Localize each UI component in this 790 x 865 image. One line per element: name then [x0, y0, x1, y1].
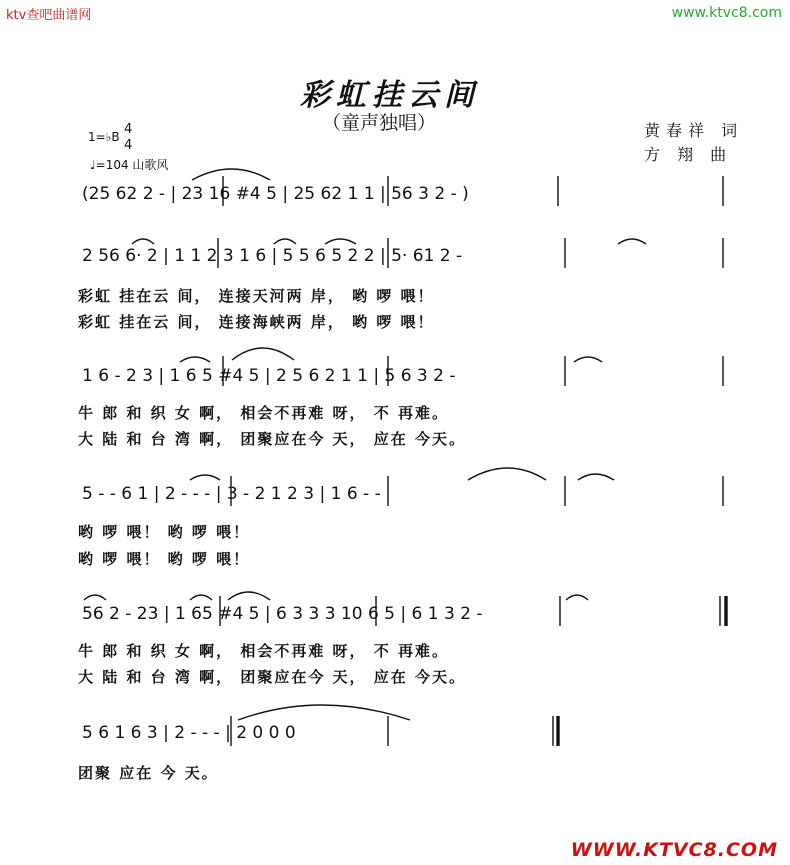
system-4-lyric-1: 哟 啰 喂！ 哟 啰 喂！ [78, 523, 251, 541]
slur [274, 239, 296, 244]
watermark-bottom-right: WWW.KTVC8.COM [570, 839, 778, 861]
watermark-top-right: www.ktvc8.com [671, 5, 782, 21]
slur [228, 592, 270, 600]
slur [190, 475, 220, 480]
composer-credit: 方 翔 曲 [644, 145, 733, 164]
lyricist-credit: 黄春祥 词 [644, 121, 744, 140]
system-4-lyric-2: 哟 啰 喂！ 哟 啰 喂！ [78, 550, 251, 568]
key-signature: 1=♭B [88, 130, 120, 144]
system-6-lyric-1: 团聚 应在 今 天。 [78, 764, 219, 782]
system-3-lyric-2: 大 陆 和 台 湾 啊， 团聚应在今 天， 应在 今天。 [78, 430, 467, 448]
slur [325, 239, 356, 244]
slur [238, 705, 410, 720]
song-title: 彩虹挂云间 [300, 78, 480, 113]
slur [190, 595, 212, 600]
system-5-notes: 56 2 - 23 | 1 65 #4 5 | 6 3 3 3 10 6 5 | 6 1 3 2 - [82, 604, 483, 624]
slur [578, 474, 614, 480]
slur [574, 357, 602, 362]
slur [618, 239, 646, 244]
slur [232, 348, 294, 360]
system-2-lyric-1: 彩虹 挂在云 间， 连接天河两 岸， 哟 啰 喂！ [78, 287, 435, 305]
slur [192, 169, 270, 180]
time-signature-top: 4 [124, 122, 133, 137]
system-6-notes: 5 6 1 6 3 | 2 - - - | 2 0 0 0 [82, 723, 296, 743]
watermark-top-left: ktv查吧曲谱网 [6, 8, 92, 23]
slur [180, 357, 210, 362]
song-subtitle: （童声独唱） [322, 112, 437, 134]
system-5-lyric-2: 大 陆 和 台 湾 啊， 团聚应在今 天， 应在 今天。 [78, 668, 467, 686]
system-4-notes: 5 - - 6 1 | 2 - - - | 3 - 2 1 2 3 | 1 6 - - [82, 484, 381, 504]
system-2-lyric-2: 彩虹 挂在云 间， 连接海峡两 岸， 哟 啰 喂！ [78, 313, 435, 331]
system-2-notes: 2 56 6· 2 | 1 1 2 3 1 6 | 5 5 6 5 2 2 | 5· 61 2 - [82, 246, 463, 266]
system-5-lyric-1: 牛 郎 和 织 女 啊， 相会不再难 呀， 不 再难。 [78, 642, 450, 660]
time-signature-bottom: 4 [124, 138, 133, 153]
slur [566, 595, 588, 600]
slur [84, 595, 106, 600]
slur [468, 468, 546, 480]
system-3-lyric-1: 牛 郎 和 织 女 啊， 相会不再难 呀， 不 再难。 [78, 404, 450, 422]
system-3-notes: 1 6 - 2 3 | 1 6 5 #4 5 | 2 5 6 2 1 1 | 5 6 3 2 - [82, 366, 456, 386]
tempo-marking: ♩=104 山歌风 [90, 158, 169, 172]
slur [132, 239, 154, 244]
system-1-notes: (25 62 2 - | 23 16 #4 5 | 25 62 1 1 | 56 3 2 - ) [82, 184, 469, 204]
